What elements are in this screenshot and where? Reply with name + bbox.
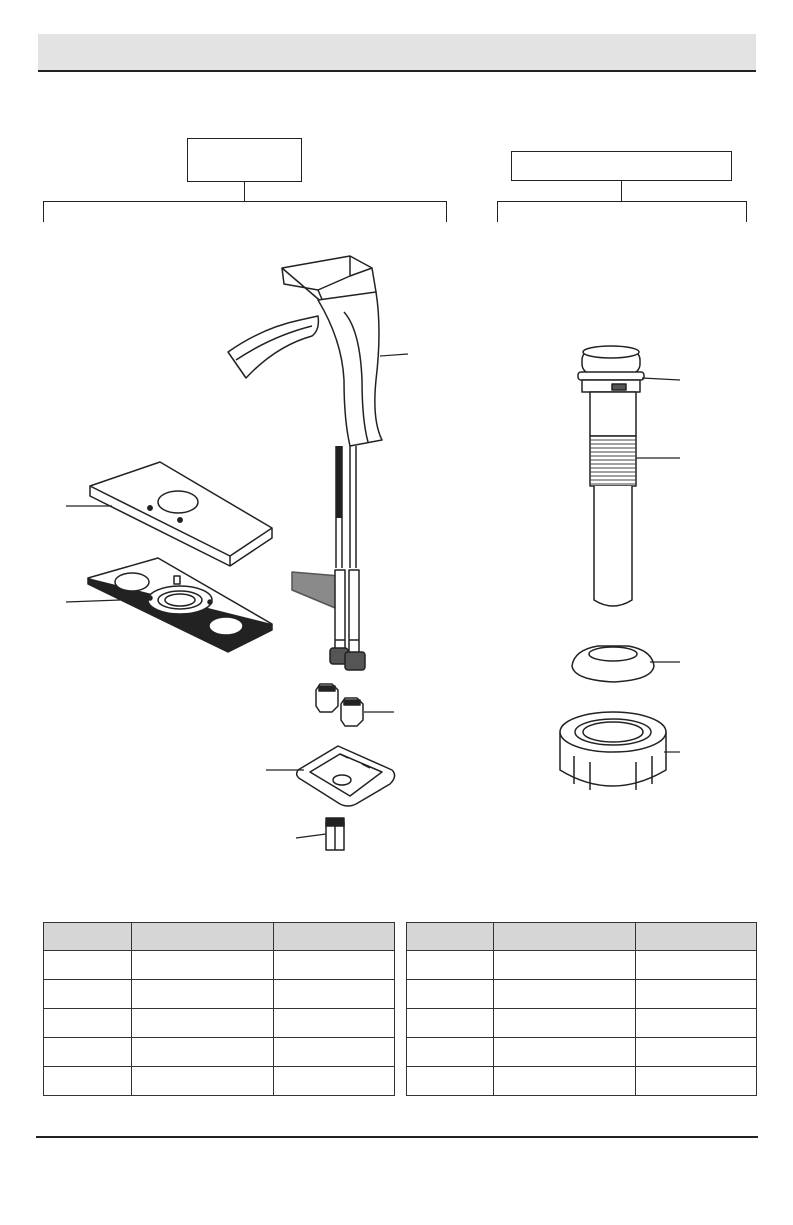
table-cell	[132, 1009, 274, 1038]
table-cell	[636, 980, 757, 1009]
footer-divider	[36, 1136, 758, 1138]
table-cell	[494, 1038, 636, 1067]
mounting-bracket-illustration	[297, 746, 395, 806]
table-cell	[494, 1009, 636, 1038]
table-row	[407, 951, 757, 980]
table-cell	[44, 980, 132, 1009]
coupling-nut-illustration	[326, 818, 344, 850]
table-cell	[494, 980, 636, 1009]
table-cell	[274, 1009, 395, 1038]
faucet-parts-table	[43, 922, 395, 1096]
table-cell	[132, 1038, 274, 1067]
drain-washer-illustration	[572, 646, 654, 682]
table-row	[407, 1038, 757, 1067]
table-cell	[494, 951, 636, 980]
table-cell	[636, 1009, 757, 1038]
table-row	[407, 980, 757, 1009]
mounting-nuts-illustration	[316, 684, 363, 726]
drain-body-illustration	[590, 392, 636, 606]
cover-plate-illustration	[90, 462, 272, 566]
table-cell	[132, 980, 274, 1009]
table-header-row	[44, 923, 395, 951]
table-cell	[636, 1067, 757, 1096]
faucet-body-illustration	[228, 256, 382, 670]
table-row	[407, 1067, 757, 1096]
drain-parts-table	[406, 922, 757, 1096]
table-row	[44, 980, 395, 1009]
table-row	[407, 1009, 757, 1038]
table-header-cell	[274, 923, 395, 951]
table-header-cell	[494, 923, 636, 951]
table-row	[44, 1067, 395, 1096]
table-row	[44, 951, 395, 980]
drain-nut-illustration	[560, 712, 666, 790]
table-header-cell	[407, 923, 494, 951]
table-header-cell	[44, 923, 132, 951]
table-cell	[407, 1009, 494, 1038]
table-header-cell	[636, 923, 757, 951]
table-cell	[132, 951, 274, 980]
table-cell	[274, 1038, 395, 1067]
gasket-plate-illustration	[88, 558, 272, 652]
table-row	[44, 1038, 395, 1067]
table-cell	[636, 951, 757, 980]
table-cell	[44, 951, 132, 980]
table-cell	[44, 1067, 132, 1096]
table-cell	[274, 980, 395, 1009]
table-cell	[407, 980, 494, 1009]
table-cell	[494, 1067, 636, 1096]
table-header-row	[407, 923, 757, 951]
table-cell	[407, 951, 494, 980]
table-cell	[44, 1038, 132, 1067]
table-cell	[132, 1067, 274, 1096]
table-row	[44, 1009, 395, 1038]
table-cell	[407, 1038, 494, 1067]
table-cell	[44, 1009, 132, 1038]
table-cell	[407, 1067, 494, 1096]
table-cell	[274, 951, 395, 980]
table-cell	[274, 1067, 395, 1096]
drain-stopper-illustration	[578, 346, 644, 392]
table-header-cell	[132, 923, 274, 951]
table-cell	[636, 1038, 757, 1067]
